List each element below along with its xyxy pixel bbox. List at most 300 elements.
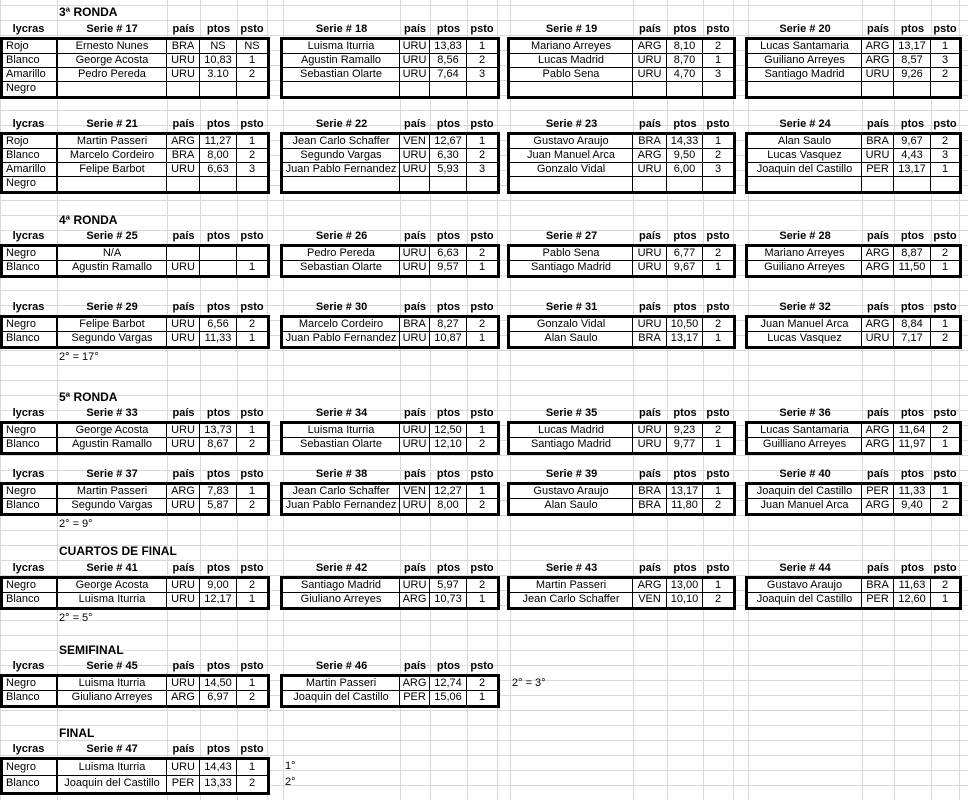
- player-cell[interactable]: N/A: [58, 247, 167, 260]
- psto-cell[interactable]: 1: [714, 332, 722, 344]
- psto-cell[interactable]: 2: [714, 424, 722, 436]
- pais-cell[interactable]: ARG: [167, 691, 200, 705]
- series-header[interactable]: Serie # 40: [779, 468, 831, 480]
- pais-cell[interactable]: URU: [400, 438, 430, 452]
- player-cell[interactable]: [283, 177, 400, 191]
- column-header-psto[interactable]: psto: [706, 23, 730, 35]
- ptos-cell[interactable]: 13,00: [667, 579, 703, 592]
- ptos-cell[interactable]: 8,67: [200, 438, 237, 452]
- psto-cell[interactable]: 1: [478, 332, 486, 344]
- column-header-ptos[interactable]: ptos: [436, 660, 461, 672]
- player-cell[interactable]: [283, 82, 400, 96]
- column-header-lycras[interactable]: lycras: [12, 562, 45, 574]
- series-header[interactable]: Serie # 31: [545, 301, 598, 313]
- ptos-cell[interactable]: 9,00: [200, 579, 237, 592]
- pais-cell[interactable]: BRA: [862, 135, 894, 148]
- ptos-cell[interactable]: 8,56: [430, 54, 467, 67]
- player-cell[interactable]: Ernesto Nunes: [58, 40, 167, 53]
- ptos-cell[interactable]: 3.10: [200, 68, 237, 81]
- psto-cell[interactable]: 1: [478, 135, 486, 147]
- player-cell[interactable]: Joaquin del Castillo: [748, 163, 862, 176]
- ptos-cell[interactable]: 9,57: [430, 261, 467, 275]
- lycras-cell[interactable]: Blanco: [3, 691, 58, 705]
- column-header-ptos[interactable]: ptos: [206, 660, 231, 672]
- column-header-ptos[interactable]: ptos: [206, 743, 231, 755]
- pais-cell[interactable]: VEN: [400, 135, 430, 148]
- psto-cell[interactable]: 2: [248, 438, 256, 450]
- column-header-pais[interactable]: país: [866, 301, 889, 313]
- lycras-cell[interactable]: Blanco: [3, 499, 58, 513]
- column-header-psto[interactable]: psto: [706, 230, 730, 242]
- psto-cell[interactable]: 2: [714, 149, 722, 161]
- ptos-cell[interactable]: 11,33: [894, 485, 931, 498]
- player-cell[interactable]: Lucas Vasquez: [748, 149, 862, 162]
- footnote[interactable]: 2° = 17°: [59, 351, 99, 363]
- ptos-cell[interactable]: [894, 82, 931, 96]
- pais-cell[interactable]: URU: [167, 261, 200, 275]
- column-header-lycras[interactable]: lycras: [12, 468, 45, 480]
- column-header-psto[interactable]: psto: [240, 743, 264, 755]
- ptos-cell[interactable]: 13,17: [894, 163, 931, 176]
- column-header-psto[interactable]: psto: [933, 301, 957, 313]
- column-header-ptos[interactable]: ptos: [206, 468, 231, 480]
- player-cell[interactable]: Luisma Iturria: [58, 593, 167, 607]
- psto-cell[interactable]: 3: [941, 54, 949, 66]
- pais-cell[interactable]: [633, 177, 667, 191]
- column-header-pais[interactable]: país: [403, 301, 426, 313]
- psto-cell[interactable]: 1: [714, 54, 722, 66]
- pais-cell[interactable]: [862, 177, 894, 191]
- psto-cell[interactable]: 2: [941, 424, 949, 436]
- ptos-cell[interactable]: [667, 82, 703, 96]
- psto-cell[interactable]: [703, 177, 733, 191]
- ptos-cell[interactable]: 10,87: [430, 332, 467, 346]
- pais-cell[interactable]: URU: [400, 424, 430, 437]
- series-header[interactable]: Serie # 41: [86, 562, 138, 574]
- ptos-cell[interactable]: 6,56: [200, 318, 237, 331]
- ptos-cell[interactable]: 12,10: [430, 438, 467, 452]
- column-header-psto[interactable]: psto: [470, 468, 494, 480]
- psto-cell[interactable]: 1: [248, 593, 256, 605]
- pais-cell[interactable]: ARG: [633, 40, 667, 53]
- column-header-pais[interactable]: país: [638, 407, 661, 419]
- psto-cell[interactable]: 2: [714, 247, 722, 259]
- column-header-lycras[interactable]: lycras: [12, 118, 45, 130]
- column-header-pais[interactable]: país: [403, 407, 426, 419]
- ptos-cell[interactable]: 6,77: [667, 247, 703, 260]
- player-cell[interactable]: Santiago Madrid: [510, 438, 633, 452]
- pais-cell[interactable]: URU: [400, 261, 430, 275]
- player-cell[interactable]: Giuliano Arreyes: [58, 691, 167, 705]
- ptos-cell[interactable]: 10,73: [430, 593, 467, 607]
- ptos-cell[interactable]: [200, 247, 237, 260]
- psto-cell[interactable]: 1: [714, 579, 722, 591]
- lycras-cell[interactable]: Blanco: [3, 593, 58, 607]
- column-header-ptos[interactable]: ptos: [900, 118, 925, 130]
- column-header-pais[interactable]: país: [638, 562, 661, 574]
- section-title[interactable]: CUARTOS DE FINAL: [59, 544, 177, 558]
- column-header-pais[interactable]: país: [638, 230, 661, 242]
- footnote[interactable]: 2° = 9°: [59, 518, 93, 530]
- lycras-cell[interactable]: Blanco: [3, 149, 58, 162]
- pais-cell[interactable]: ARG: [862, 54, 894, 67]
- psto-cell[interactable]: 1: [941, 485, 949, 497]
- pais-cell[interactable]: [862, 82, 894, 96]
- psto-cell[interactable]: 2: [478, 499, 486, 511]
- column-header-ptos[interactable]: ptos: [900, 23, 925, 35]
- column-header-pais[interactable]: país: [403, 468, 426, 480]
- pais-cell[interactable]: ARG: [862, 318, 894, 331]
- column-header-psto[interactable]: psto: [706, 468, 730, 480]
- psto-cell[interactable]: 1: [941, 318, 949, 330]
- ptos-cell[interactable]: 8,27: [430, 318, 467, 331]
- column-header-ptos[interactable]: ptos: [900, 562, 925, 574]
- psto-cell[interactable]: 1: [478, 424, 486, 436]
- psto-cell[interactable]: 1: [941, 593, 949, 605]
- pais-cell[interactable]: ARG: [862, 424, 894, 437]
- psto-cell[interactable]: [703, 82, 733, 96]
- player-cell[interactable]: Luisma Iturria: [283, 424, 400, 437]
- ptos-cell[interactable]: 13,33: [200, 776, 237, 792]
- ptos-cell[interactable]: 12,60: [894, 593, 931, 607]
- psto-cell[interactable]: [237, 177, 267, 191]
- column-header-lycras[interactable]: lycras: [12, 743, 45, 755]
- ptos-cell[interactable]: 7,17: [894, 332, 931, 346]
- pais-cell[interactable]: URU: [862, 68, 894, 81]
- ptos-cell[interactable]: 12,50: [430, 424, 467, 437]
- pais-cell[interactable]: [167, 82, 200, 96]
- player-cell[interactable]: Sebastian Olarte: [283, 68, 400, 81]
- player-cell[interactable]: [58, 177, 167, 191]
- psto-cell[interactable]: 1: [248, 677, 256, 689]
- pais-cell[interactable]: URU: [862, 149, 894, 162]
- ptos-cell[interactable]: 15,06: [430, 691, 467, 705]
- psto-cell[interactable]: [931, 82, 959, 96]
- psto-cell[interactable]: 1: [478, 691, 486, 703]
- psto-cell[interactable]: 1: [248, 485, 256, 497]
- ptos-cell[interactable]: 11,33: [200, 332, 237, 346]
- player-cell[interactable]: Juan Pablo Fernandez: [283, 499, 400, 513]
- player-cell[interactable]: Juan Manuel Arca: [748, 318, 862, 331]
- column-header-pais[interactable]: país: [403, 230, 426, 242]
- ptos-cell[interactable]: 6,30: [430, 149, 467, 162]
- player-cell[interactable]: Alan Saulo: [510, 332, 633, 346]
- psto-cell[interactable]: 1: [478, 593, 486, 605]
- psto-cell[interactable]: 1: [714, 261, 722, 273]
- pais-cell[interactable]: URU: [400, 247, 430, 260]
- pais-cell[interactable]: PER: [862, 163, 894, 176]
- psto-cell[interactable]: 2: [478, 438, 486, 450]
- pais-cell[interactable]: URU: [400, 149, 430, 162]
- psto-cell[interactable]: 2: [714, 593, 722, 605]
- player-cell[interactable]: Agustin Ramallo: [283, 54, 400, 67]
- pais-cell[interactable]: URU: [167, 68, 200, 81]
- player-cell[interactable]: [510, 82, 633, 96]
- player-cell[interactable]: [510, 177, 633, 191]
- pais-cell[interactable]: ARG: [862, 247, 894, 260]
- ptos-cell[interactable]: [430, 177, 467, 191]
- psto-cell[interactable]: [467, 177, 497, 191]
- pais-cell[interactable]: URU: [167, 424, 200, 437]
- player-cell[interactable]: Pedro Pereda: [283, 247, 400, 260]
- series-header[interactable]: Serie # 22: [315, 118, 368, 130]
- pais-cell[interactable]: URU: [400, 579, 430, 592]
- ptos-cell[interactable]: 9,40: [894, 499, 931, 513]
- ptos-cell[interactable]: 8,87: [894, 247, 931, 260]
- psto-cell[interactable]: 1: [941, 40, 949, 52]
- result-side-note[interactable]: 1°: [285, 760, 296, 772]
- psto-cell[interactable]: 3: [714, 68, 722, 80]
- ptos-cell[interactable]: 14,50: [200, 677, 237, 690]
- psto-cell[interactable]: 2: [248, 579, 256, 591]
- player-cell[interactable]: Gustavo Araujo: [748, 579, 862, 592]
- lycras-cell[interactable]: Blanco: [3, 332, 58, 346]
- pais-cell[interactable]: PER: [400, 691, 430, 705]
- pais-cell[interactable]: ARG: [862, 438, 894, 452]
- lycras-cell[interactable]: Blanco: [3, 261, 58, 275]
- ptos-cell[interactable]: 14,43: [200, 760, 237, 775]
- psto-cell[interactable]: 2: [714, 318, 722, 330]
- pais-cell[interactable]: URU: [633, 54, 667, 67]
- pais-cell[interactable]: ARG: [400, 593, 430, 607]
- column-header-psto[interactable]: psto: [470, 230, 494, 242]
- series-header[interactable]: Serie # 28: [779, 230, 831, 242]
- column-header-pais[interactable]: país: [866, 468, 889, 480]
- pais-cell[interactable]: URU: [633, 261, 667, 275]
- column-header-ptos[interactable]: ptos: [436, 230, 461, 242]
- column-header-ptos[interactable]: ptos: [673, 468, 697, 480]
- series-header[interactable]: Serie # 17: [86, 23, 138, 35]
- lycras-cell[interactable]: Rojo: [3, 40, 58, 53]
- series-header[interactable]: Serie # 45: [86, 660, 138, 672]
- lycras-cell[interactable]: Negro: [3, 82, 58, 96]
- column-header-psto[interactable]: psto: [706, 118, 730, 130]
- column-header-ptos[interactable]: ptos: [206, 230, 231, 242]
- psto-cell[interactable]: 1: [478, 261, 486, 273]
- ptos-cell[interactable]: 13,73: [200, 424, 237, 437]
- pais-cell[interactable]: BRA: [167, 149, 200, 162]
- ptos-cell[interactable]: 11,63: [894, 579, 931, 592]
- psto-cell[interactable]: 2: [478, 149, 486, 161]
- player-cell[interactable]: Guiliano Arreyes: [748, 261, 862, 275]
- psto-cell[interactable]: 1: [248, 424, 256, 436]
- series-header[interactable]: Serie # 34: [315, 407, 368, 419]
- column-header-ptos[interactable]: ptos: [673, 407, 697, 419]
- result-side-note[interactable]: 2°: [285, 776, 296, 788]
- series-header[interactable]: Serie # 24: [779, 118, 831, 130]
- series-header[interactable]: Serie # 33: [86, 407, 138, 419]
- pais-cell[interactable]: ARG: [862, 499, 894, 513]
- pais-cell[interactable]: URU: [167, 579, 200, 592]
- column-header-psto[interactable]: psto: [470, 23, 494, 35]
- pais-cell[interactable]: PER: [862, 593, 894, 607]
- lycras-cell[interactable]: Negro: [3, 318, 58, 331]
- column-header-pais[interactable]: país: [638, 468, 661, 480]
- series-header[interactable]: Serie # 43: [545, 562, 598, 574]
- column-header-psto[interactable]: psto: [240, 562, 264, 574]
- pais-cell[interactable]: URU: [167, 499, 200, 513]
- psto-cell[interactable]: 1: [714, 485, 722, 497]
- ptos-cell[interactable]: 6,00: [667, 163, 703, 176]
- pais-cell[interactable]: URU: [167, 438, 200, 452]
- column-header-psto[interactable]: psto: [470, 118, 494, 130]
- column-header-psto[interactable]: psto: [470, 562, 494, 574]
- player-cell[interactable]: Mariano Arreyes: [748, 247, 862, 260]
- player-cell[interactable]: [748, 177, 862, 191]
- psto-cell[interactable]: 2: [248, 318, 256, 330]
- ptos-cell[interactable]: 10,10: [667, 593, 703, 607]
- ptos-cell[interactable]: 6,63: [200, 163, 237, 176]
- ptos-cell[interactable]: [667, 177, 703, 191]
- psto-cell[interactable]: 1: [248, 261, 256, 273]
- lycras-cell[interactable]: Negro: [3, 677, 58, 690]
- column-header-ptos[interactable]: ptos: [436, 562, 461, 574]
- column-header-psto[interactable]: psto: [933, 468, 957, 480]
- player-cell[interactable]: Lucas Madrid: [510, 54, 633, 67]
- ptos-cell[interactable]: 6,97: [200, 691, 237, 705]
- player-cell[interactable]: Agustin Ramallo: [58, 438, 167, 452]
- ptos-cell[interactable]: [200, 177, 237, 191]
- ptos-cell[interactable]: 5,97: [430, 579, 467, 592]
- pais-cell[interactable]: VEN: [633, 593, 667, 607]
- ptos-cell[interactable]: 7,83: [200, 485, 237, 498]
- psto-cell[interactable]: 2: [714, 40, 722, 52]
- column-header-psto[interactable]: psto: [470, 407, 494, 419]
- column-header-pais[interactable]: país: [172, 301, 195, 313]
- ptos-cell[interactable]: [200, 261, 237, 275]
- player-cell[interactable]: Gonzalo Vidal: [510, 318, 633, 331]
- ptos-cell[interactable]: 9,26: [894, 68, 931, 81]
- psto-cell[interactable]: 3: [478, 163, 486, 175]
- player-cell[interactable]: Lucas Santamaria: [748, 40, 862, 53]
- ptos-cell[interactable]: 10,50: [667, 318, 703, 331]
- pais-cell[interactable]: [400, 177, 430, 191]
- psto-cell[interactable]: 1: [941, 163, 949, 175]
- psto-cell[interactable]: 2: [248, 149, 256, 161]
- psto-cell[interactable]: 2: [478, 318, 486, 330]
- ptos-cell[interactable]: 6,63: [430, 247, 467, 260]
- psto-cell[interactable]: 2: [941, 499, 949, 511]
- column-header-ptos[interactable]: ptos: [900, 301, 925, 313]
- section-title[interactable]: 5ª RONDA: [59, 390, 118, 404]
- ptos-cell[interactable]: 7,64: [430, 68, 467, 81]
- player-cell[interactable]: Martin Passeri: [283, 677, 400, 690]
- series-header[interactable]: Serie # 25: [86, 230, 138, 242]
- column-header-psto[interactable]: psto: [933, 118, 957, 130]
- column-header-pais[interactable]: país: [403, 562, 426, 574]
- lycras-cell[interactable]: Blanco: [3, 776, 58, 792]
- pais-cell[interactable]: PER: [862, 485, 894, 498]
- column-header-lycras[interactable]: lycras: [12, 301, 45, 313]
- lycras-cell[interactable]: Amarillo: [3, 68, 58, 81]
- pais-cell[interactable]: URU: [400, 499, 430, 513]
- column-header-pais[interactable]: país: [403, 660, 426, 672]
- pais-cell[interactable]: BRA: [167, 40, 200, 53]
- pais-cell[interactable]: URU: [167, 54, 200, 67]
- series-header[interactable]: Serie # 20: [779, 23, 831, 35]
- series-header[interactable]: Serie # 37: [86, 468, 138, 480]
- player-cell[interactable]: Juan Pablo Fernandez: [283, 163, 400, 176]
- player-cell[interactable]: Luisma Iturria: [58, 760, 167, 775]
- pais-cell[interactable]: BRA: [633, 485, 667, 498]
- section-title[interactable]: FINAL: [59, 726, 95, 740]
- column-header-ptos[interactable]: ptos: [673, 118, 697, 130]
- column-header-pais[interactable]: país: [403, 118, 426, 130]
- player-cell[interactable]: Gonzalo Vidal: [510, 163, 633, 176]
- player-cell[interactable]: Martin Passeri: [58, 485, 167, 498]
- pais-cell[interactable]: URU: [167, 760, 200, 775]
- player-cell[interactable]: Jean Carlo Schaffer: [283, 485, 400, 498]
- pais-cell[interactable]: URU: [633, 68, 667, 81]
- ptos-cell[interactable]: 8,57: [894, 54, 931, 67]
- psto-cell[interactable]: 1: [714, 135, 722, 147]
- player-cell[interactable]: George Acosta: [58, 579, 167, 592]
- section-title[interactable]: 3ª RONDA: [59, 5, 118, 19]
- psto-cell[interactable]: 2: [248, 68, 256, 80]
- player-cell[interactable]: Pablo Sena: [510, 68, 633, 81]
- column-header-ptos[interactable]: ptos: [673, 23, 697, 35]
- pais-cell[interactable]: [633, 82, 667, 96]
- player-cell[interactable]: Segundo Vargas: [58, 499, 167, 513]
- column-header-psto[interactable]: psto: [706, 407, 730, 419]
- column-header-psto[interactable]: psto: [933, 407, 957, 419]
- column-header-psto[interactable]: psto: [470, 660, 494, 672]
- pais-cell[interactable]: ARG: [633, 579, 667, 592]
- player-cell[interactable]: Gustavo Araujo: [510, 485, 633, 498]
- pais-cell[interactable]: ARG: [167, 135, 200, 148]
- series-header[interactable]: Serie # 46: [315, 660, 368, 672]
- ptos-cell[interactable]: [894, 177, 931, 191]
- pais-cell[interactable]: URU: [633, 163, 667, 176]
- player-cell[interactable]: Felipe Barbot: [58, 318, 167, 331]
- player-cell[interactable]: Pablo Sena: [510, 247, 633, 260]
- pais-cell[interactable]: ARG: [400, 677, 430, 690]
- player-cell[interactable]: Alan Saulo: [510, 499, 633, 513]
- column-header-pais[interactable]: país: [866, 118, 889, 130]
- player-cell[interactable]: [58, 82, 167, 96]
- column-header-ptos[interactable]: ptos: [900, 468, 925, 480]
- column-header-psto[interactable]: psto: [240, 660, 264, 672]
- column-header-ptos[interactable]: ptos: [900, 407, 925, 419]
- ptos-cell[interactable]: 4,70: [667, 68, 703, 81]
- pais-cell[interactable]: URU: [167, 593, 200, 607]
- player-cell[interactable]: Segundo Vargas: [58, 332, 167, 346]
- lycras-cell[interactable]: Negro: [3, 485, 58, 498]
- psto-cell[interactable]: 3: [478, 68, 486, 80]
- pais-cell[interactable]: URU: [400, 68, 430, 81]
- lycras-cell[interactable]: Negro: [3, 247, 58, 260]
- column-header-lycras[interactable]: lycras: [12, 660, 45, 672]
- column-header-ptos[interactable]: ptos: [436, 23, 461, 35]
- series-header[interactable]: Serie # 27: [545, 230, 598, 242]
- column-header-psto[interactable]: psto: [240, 407, 264, 419]
- player-cell[interactable]: Joaquin del Castillo: [58, 776, 167, 792]
- player-cell[interactable]: Luisma Iturria: [58, 677, 167, 690]
- column-header-lycras[interactable]: lycras: [12, 407, 45, 419]
- player-cell[interactable]: George Acosta: [58, 54, 167, 67]
- pais-cell[interactable]: BRA: [862, 579, 894, 592]
- player-cell[interactable]: Agustin Ramallo: [58, 261, 167, 275]
- psto-cell[interactable]: 2: [941, 332, 949, 344]
- player-cell[interactable]: Alan Saulo: [748, 135, 862, 148]
- pais-cell[interactable]: PER: [167, 776, 200, 792]
- column-header-ptos[interactable]: ptos: [673, 230, 697, 242]
- psto-cell[interactable]: 2: [478, 677, 486, 689]
- series-header[interactable]: Serie # 42: [315, 562, 368, 574]
- player-cell[interactable]: Lucas Madrid: [510, 424, 633, 437]
- pais-cell[interactable]: URU: [167, 163, 200, 176]
- pais-cell[interactable]: ARG: [633, 149, 667, 162]
